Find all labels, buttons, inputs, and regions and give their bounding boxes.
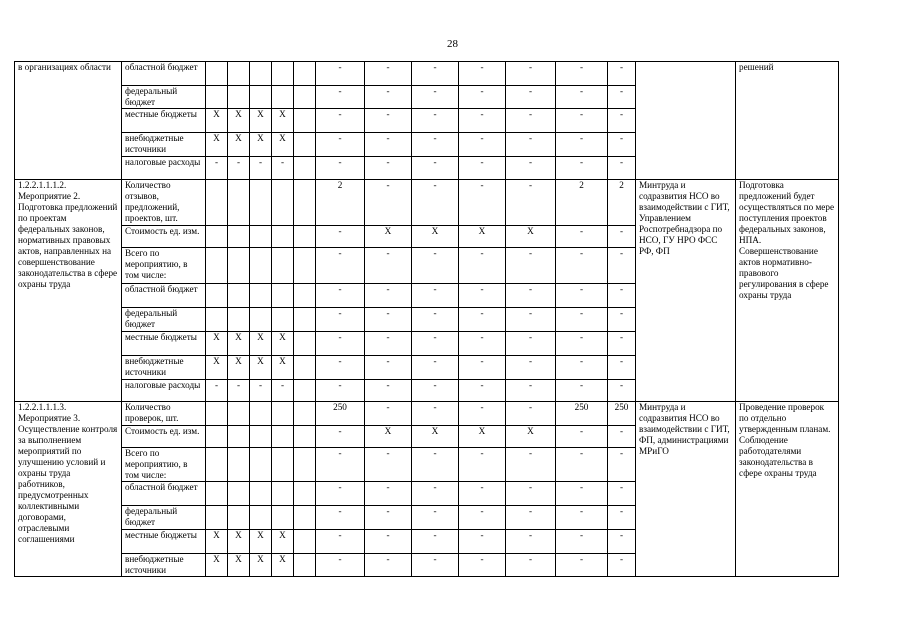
value-cell: -: [412, 308, 459, 332]
value-cell: [206, 226, 228, 248]
value-cell: -: [506, 284, 556, 308]
value-cell: Х: [206, 554, 228, 577]
value-cell: -: [316, 530, 365, 554]
value-cell: -: [459, 554, 506, 577]
value-cell: [272, 180, 294, 226]
value-cell: -: [556, 426, 608, 448]
value-cell: -: [459, 157, 506, 180]
value-cell: [294, 226, 316, 248]
value-cell: Х: [272, 332, 294, 356]
value-cell: -: [365, 86, 412, 109]
row-label-cell: Всего по мероприятию, в том числе:: [122, 448, 206, 482]
value-cell: [228, 426, 250, 448]
row-label-cell: Стоимость ед. изм.: [122, 426, 206, 448]
value-cell: [250, 284, 272, 308]
value-cell: [206, 482, 228, 506]
value-cell: -: [506, 248, 556, 284]
value-cell: Х: [272, 554, 294, 577]
row-label-cell: местные бюджеты: [122, 109, 206, 133]
value-cell: -: [608, 109, 636, 133]
value-cell: [250, 448, 272, 482]
executor-cell: [636, 62, 736, 180]
value-cell: -: [412, 380, 459, 402]
value-cell: Х: [250, 530, 272, 554]
value-cell: [228, 448, 250, 482]
page-number: 28: [447, 38, 458, 50]
value-cell: -: [506, 109, 556, 133]
value-cell: -: [412, 180, 459, 226]
value-cell: [272, 402, 294, 426]
value-cell: -: [365, 380, 412, 402]
value-cell: [272, 308, 294, 332]
value-cell: Х: [250, 133, 272, 157]
value-cell: [294, 157, 316, 180]
value-cell: Х: [412, 226, 459, 248]
value-cell: -: [506, 133, 556, 157]
value-cell: Х: [228, 530, 250, 554]
value-cell: -: [316, 133, 365, 157]
value-cell: -: [316, 86, 365, 109]
value-cell: [206, 308, 228, 332]
value-cell: Х: [506, 226, 556, 248]
value-cell: -: [206, 380, 228, 402]
value-cell: -: [556, 380, 608, 402]
value-cell: -: [556, 157, 608, 180]
value-cell: Х: [459, 226, 506, 248]
row-label-cell: федеральный бюджет: [122, 506, 206, 530]
row-label-cell: Количество отзывов, предложений, проектов, шт.: [122, 180, 206, 226]
value-cell: -: [556, 133, 608, 157]
row-label-cell: налоговые расходы: [122, 380, 206, 402]
value-cell: -: [316, 284, 365, 308]
value-cell: [294, 109, 316, 133]
value-cell: -: [506, 402, 556, 426]
value-cell: [272, 62, 294, 86]
value-cell: -: [316, 157, 365, 180]
value-cell: Х: [272, 109, 294, 133]
value-cell: -: [412, 332, 459, 356]
table-row: [15, 62, 839, 86]
value-cell: -: [316, 448, 365, 482]
value-cell: -: [365, 133, 412, 157]
value-cell: -: [556, 448, 608, 482]
value-cell: -: [608, 133, 636, 157]
value-cell: -: [412, 284, 459, 308]
value-cell: 2: [316, 180, 365, 226]
row-label-cell: областной бюджет: [122, 284, 206, 308]
value-cell: -: [459, 62, 506, 86]
value-cell: Х: [272, 530, 294, 554]
value-cell: -: [412, 157, 459, 180]
value-cell: -: [365, 62, 412, 86]
value-cell: -: [365, 356, 412, 380]
value-cell: -: [459, 506, 506, 530]
value-cell: Х: [206, 356, 228, 380]
value-cell: -: [316, 308, 365, 332]
value-cell: Х: [206, 332, 228, 356]
value-cell: Х: [206, 109, 228, 133]
table-row: [15, 402, 839, 426]
value-cell: -: [316, 109, 365, 133]
row-label-cell: Всего по мероприятию, в том числе:: [122, 248, 206, 284]
value-cell: Х: [250, 109, 272, 133]
value-cell: -: [412, 133, 459, 157]
value-cell: -: [412, 448, 459, 482]
value-cell: -: [412, 86, 459, 109]
value-cell: Х: [365, 226, 412, 248]
value-cell: [228, 308, 250, 332]
value-cell: -: [506, 86, 556, 109]
value-cell: -: [316, 506, 365, 530]
value-cell: [294, 506, 316, 530]
executor-cell: Минтруда и содразвития НСО во взаимодействии с ГИТ, ФП, администрациями МРиГО: [636, 402, 736, 577]
value-cell: [272, 482, 294, 506]
result-cell: Проведение проверок по отдельно утвержденным планам. Соблюдение работодателями законодательства в сфере охраны труда: [736, 402, 839, 577]
value-cell: -: [316, 62, 365, 86]
value-cell: -: [556, 506, 608, 530]
measure-name-cell: в организациях области: [15, 62, 122, 180]
value-cell: -: [365, 402, 412, 426]
value-cell: -: [316, 482, 365, 506]
value-cell: [294, 284, 316, 308]
value-cell: Х: [228, 554, 250, 577]
measure-name-cell: 1.2.2.1.1.1.2. Мероприятие 2. Подготовка предложений по проектам федеральных законов, нормативных правовых актов, направленных на совершенствование законодательства в сфере охраны труда: [15, 180, 122, 402]
executor-cell: Минтруда и содразвития НСО во взаимодействии с ГИТ, Управлением Роспотребнадзора по НСО, ГУ НРО ФСС РФ, ФП: [636, 180, 736, 402]
value-cell: [294, 380, 316, 402]
value-cell: -: [556, 482, 608, 506]
value-cell: -: [316, 332, 365, 356]
value-cell: -: [365, 482, 412, 506]
value-cell: -: [556, 226, 608, 248]
value-cell: -: [365, 530, 412, 554]
value-cell: -: [365, 157, 412, 180]
value-cell: [294, 356, 316, 380]
value-cell: Х: [228, 356, 250, 380]
value-cell: [250, 248, 272, 284]
value-cell: Х: [412, 426, 459, 448]
value-cell: -: [365, 284, 412, 308]
value-cell: [294, 308, 316, 332]
value-cell: -: [608, 482, 636, 506]
row-label-cell: Количество проверок, шт.: [122, 402, 206, 426]
value-cell: [250, 86, 272, 109]
value-cell: -: [556, 109, 608, 133]
value-cell: [272, 226, 294, 248]
value-cell: Х: [459, 426, 506, 448]
value-cell: -: [228, 380, 250, 402]
value-cell: -: [459, 180, 506, 226]
value-cell: -: [316, 248, 365, 284]
value-cell: [294, 426, 316, 448]
value-cell: -: [206, 157, 228, 180]
row-label-cell: федеральный бюджет: [122, 308, 206, 332]
value-cell: Х: [365, 426, 412, 448]
value-cell: -: [608, 157, 636, 180]
value-cell: [294, 554, 316, 577]
value-cell: 250: [316, 402, 365, 426]
value-cell: -: [506, 448, 556, 482]
value-cell: [294, 332, 316, 356]
value-cell: [206, 402, 228, 426]
value-cell: -: [608, 332, 636, 356]
value-cell: [206, 284, 228, 308]
value-cell: -: [412, 402, 459, 426]
value-cell: -: [459, 284, 506, 308]
value-cell: -: [556, 356, 608, 380]
measure-name-cell: 1.2.2.1.1.1.3. Мероприятие 3. Осуществление контроля за выполнением мероприятий по улучшению условий и охраны труда работников, предусмотренных коллективными договорами, отраслевыми соглашениями: [15, 402, 122, 577]
value-cell: [228, 482, 250, 506]
value-cell: 2: [608, 180, 636, 226]
result-cell: Подготовка предложений будет осуществляться по мере поступления проектов федеральных законов, НПА. Совершенствование актов нормативно-правового регулирования в сфере охраны труда: [736, 180, 839, 402]
value-cell: -: [506, 380, 556, 402]
value-cell: [228, 180, 250, 226]
value-cell: -: [506, 506, 556, 530]
table-row: [15, 180, 839, 226]
value-cell: -: [459, 402, 506, 426]
value-cell: Х: [228, 133, 250, 157]
value-cell: [250, 426, 272, 448]
value-cell: -: [412, 530, 459, 554]
value-cell: -: [608, 226, 636, 248]
value-cell: -: [506, 356, 556, 380]
value-cell: [294, 86, 316, 109]
value-cell: -: [608, 380, 636, 402]
value-cell: -: [608, 426, 636, 448]
row-label-cell: налоговые расходы: [122, 157, 206, 180]
value-cell: -: [365, 109, 412, 133]
value-cell: Х: [228, 332, 250, 356]
value-cell: [272, 284, 294, 308]
value-cell: [228, 506, 250, 530]
value-cell: -: [250, 380, 272, 402]
value-cell: -: [506, 308, 556, 332]
value-cell: [228, 248, 250, 284]
value-cell: [206, 248, 228, 284]
value-cell: -: [412, 554, 459, 577]
value-cell: -: [459, 356, 506, 380]
value-cell: -: [556, 248, 608, 284]
value-cell: -: [459, 248, 506, 284]
row-label-cell: федеральный бюджет: [122, 86, 206, 109]
value-cell: [294, 133, 316, 157]
value-cell: -: [556, 284, 608, 308]
value-cell: -: [459, 380, 506, 402]
value-cell: Х: [206, 133, 228, 157]
value-cell: -: [316, 356, 365, 380]
value-cell: [272, 248, 294, 284]
value-cell: [250, 308, 272, 332]
value-cell: [272, 86, 294, 109]
value-cell: -: [459, 530, 506, 554]
value-cell: Х: [250, 554, 272, 577]
value-cell: -: [506, 332, 556, 356]
value-cell: -: [412, 482, 459, 506]
value-cell: Х: [506, 426, 556, 448]
value-cell: [206, 426, 228, 448]
value-cell: -: [228, 157, 250, 180]
value-cell: -: [608, 448, 636, 482]
value-cell: -: [459, 332, 506, 356]
value-cell: -: [608, 86, 636, 109]
value-cell: Х: [272, 133, 294, 157]
value-cell: 2: [556, 180, 608, 226]
value-cell: Х: [228, 109, 250, 133]
value-cell: -: [556, 308, 608, 332]
value-cell: Х: [206, 530, 228, 554]
value-cell: [228, 402, 250, 426]
value-cell: Х: [250, 332, 272, 356]
value-cell: -: [556, 530, 608, 554]
value-cell: -: [459, 86, 506, 109]
value-cell: -: [412, 356, 459, 380]
value-cell: 250: [556, 402, 608, 426]
value-cell: [228, 284, 250, 308]
row-label-cell: областной бюджет: [122, 482, 206, 506]
value-cell: -: [556, 332, 608, 356]
value-cell: -: [365, 180, 412, 226]
value-cell: -: [608, 248, 636, 284]
value-cell: -: [365, 506, 412, 530]
value-cell: -: [556, 86, 608, 109]
value-cell: -: [412, 248, 459, 284]
value-cell: -: [272, 157, 294, 180]
value-cell: -: [316, 380, 365, 402]
value-cell: [206, 448, 228, 482]
value-cell: -: [506, 482, 556, 506]
value-cell: -: [506, 554, 556, 577]
value-cell: -: [316, 226, 365, 248]
value-cell: -: [608, 284, 636, 308]
value-cell: -: [608, 530, 636, 554]
value-cell: [206, 180, 228, 226]
value-cell: -: [459, 482, 506, 506]
value-cell: -: [412, 62, 459, 86]
value-cell: -: [365, 448, 412, 482]
value-cell: [206, 506, 228, 530]
result-cell: решений: [736, 62, 839, 180]
value-cell: [272, 426, 294, 448]
value-cell: -: [556, 554, 608, 577]
value-cell: -: [365, 554, 412, 577]
value-cell: [250, 402, 272, 426]
value-cell: -: [459, 133, 506, 157]
value-cell: -: [556, 62, 608, 86]
value-cell: -: [250, 157, 272, 180]
row-label-cell: внебюджетные источники: [122, 356, 206, 380]
value-cell: Х: [272, 356, 294, 380]
value-cell: -: [506, 62, 556, 86]
value-cell: -: [608, 356, 636, 380]
value-cell: -: [365, 248, 412, 284]
value-cell: [272, 448, 294, 482]
value-cell: -: [316, 554, 365, 577]
value-cell: -: [608, 506, 636, 530]
value-cell: -: [506, 180, 556, 226]
value-cell: -: [506, 157, 556, 180]
value-cell: [294, 248, 316, 284]
value-cell: [294, 62, 316, 86]
value-cell: [250, 482, 272, 506]
measures-table: [14, 61, 839, 577]
value-cell: [272, 506, 294, 530]
value-cell: [250, 62, 272, 86]
value-cell: [294, 530, 316, 554]
value-cell: [250, 226, 272, 248]
value-cell: -: [365, 308, 412, 332]
row-label-cell: местные бюджеты: [122, 530, 206, 554]
row-label-cell: внебюджетные источники: [122, 133, 206, 157]
value-cell: -: [459, 308, 506, 332]
value-cell: [206, 62, 228, 86]
value-cell: [228, 62, 250, 86]
value-cell: -: [365, 332, 412, 356]
value-cell: -: [608, 554, 636, 577]
value-cell: [228, 86, 250, 109]
value-cell: Х: [250, 356, 272, 380]
value-cell: [294, 180, 316, 226]
value-cell: -: [608, 62, 636, 86]
value-cell: [228, 226, 250, 248]
value-cell: 250: [608, 402, 636, 426]
value-cell: -: [316, 426, 365, 448]
value-cell: [250, 180, 272, 226]
value-cell: -: [608, 308, 636, 332]
value-cell: -: [412, 109, 459, 133]
row-label-cell: областной бюджет: [122, 62, 206, 86]
value-cell: -: [272, 380, 294, 402]
value-cell: -: [506, 530, 556, 554]
value-cell: -: [459, 448, 506, 482]
value-cell: -: [459, 109, 506, 133]
row-label-cell: Стоимость ед. изм.: [122, 226, 206, 248]
value-cell: [250, 506, 272, 530]
row-label-cell: внебюджетные источники: [122, 554, 206, 577]
row-label-cell: местные бюджеты: [122, 332, 206, 356]
value-cell: [294, 402, 316, 426]
value-cell: [294, 482, 316, 506]
value-cell: [206, 86, 228, 109]
value-cell: [294, 448, 316, 482]
value-cell: -: [412, 506, 459, 530]
